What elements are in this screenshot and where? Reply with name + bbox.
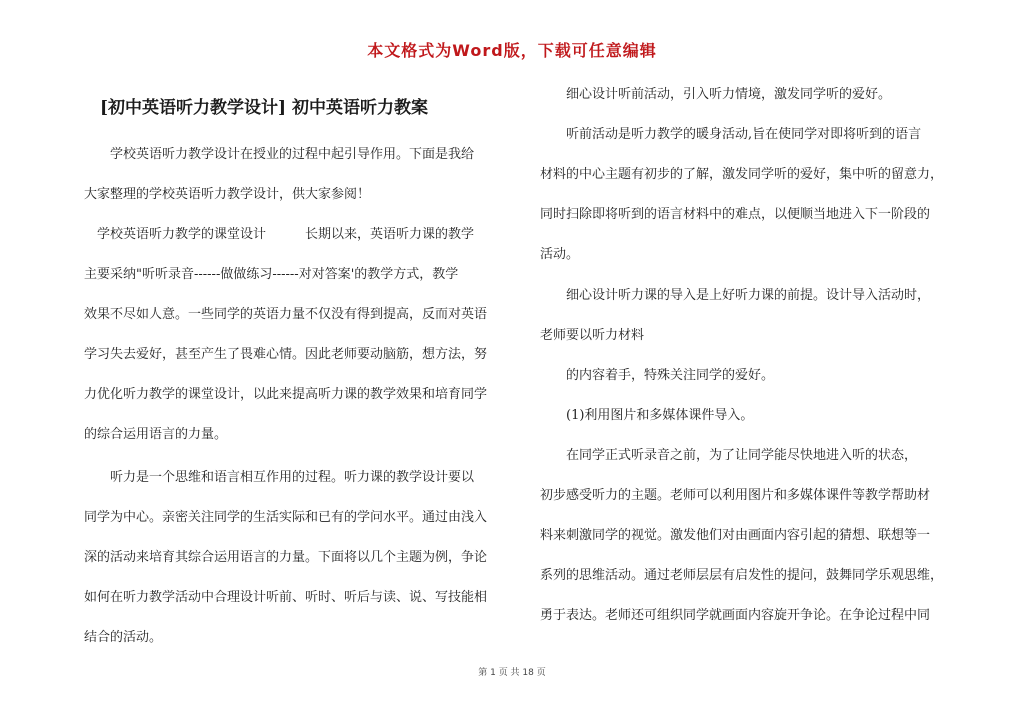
text-line: 深的活动来培育其综合运用语言的力量。下面将以几个主题为例，争论 [84, 550, 488, 565]
text-line: 系列的思维活动。通过老师层层有启发性的提问，鼓舞同学乐观思维， [540, 568, 944, 583]
text-line: 同时扫除即将听到的语言材料中的难点，以便顺当地进入下一阶段的 [540, 207, 931, 222]
left-paragraph-1 [84, 135, 474, 215]
text-line: 学校英语听力教学的课堂设计 长期以来，英语听力课的教学 [84, 227, 475, 242]
left-paragraph-2 [84, 215, 487, 455]
text-line: 结合的活动。 [84, 630, 163, 645]
left-paragraph-3 [84, 458, 487, 658]
right-paragraph-2 [540, 115, 943, 275]
text-line: 初步感受听力的主题。老师可以利用图片和多媒体课件等教学帮助材 [540, 488, 931, 503]
text-line: 的综合运用语言的力量。 [84, 427, 228, 442]
text-line: 听力是一个思维和语言相互作用的过程。听力课的教学设计要以 [84, 470, 475, 485]
text-line: 料来刺激同学的视觉。激发他们对由画面内容引起的猜想、联想等一 [540, 528, 931, 543]
text-line: 如何在听力教学活动中合理设计听前、听时、听后与读、说、写技能相 [84, 590, 488, 605]
word-format-banner: 本文格式为Word版，下载可任意编辑 [367, 41, 657, 60]
text-line: 大家整理的学校英语听力教学设计，供大家参阅！ [84, 187, 371, 202]
text-line: 学校英语听力教学设计在授业的过程中起引导作用。下面是我给 [84, 147, 475, 162]
text-line: 的内容着手，特殊关注同学的爱好。 [540, 368, 775, 383]
right-paragraph-3 [540, 276, 930, 356]
text-line: 细心设计听前活动，引入听力情境，激发同学听的爱好。 [540, 87, 892, 102]
text-line: 主要采纳"听听录音------做做练习------对对答案'的教学方式，教学 [84, 267, 459, 282]
text-line: 勇于表达。老师还可组织同学就画面内容旋开争论。在争论过程中同 [540, 608, 931, 623]
text-line: 力优化听力教学的课堂设计，以此来提高听力课的教学效果和培育同学 [84, 387, 488, 402]
text-line: 活动。 [540, 247, 580, 262]
text-line: 同学为中心。亲密关注同学的生活实际和已有的学问水平。通过由浅入 [84, 510, 488, 525]
page-number-footer: 第 1 页 共 18 页 [478, 668, 546, 678]
right-paragraph-6 [540, 436, 943, 636]
text-line: 效果不尽如人意。一些同学的英语力量不仅没有得到提高，反而对英语 [84, 307, 488, 322]
text-line: (1)利用图片和多媒体课件导入。 [540, 408, 754, 423]
document-title: [初中英语听力教学设计] 初中英语听力教案 [100, 98, 429, 118]
text-line: 在同学正式听录音之前，为了让同学能尽快地进入听的状态， [540, 448, 918, 463]
right-paragraph-4 [540, 356, 774, 396]
text-line: 老师要以听力材料 [540, 328, 645, 343]
right-paragraph-5 [540, 396, 753, 436]
text-line: 学习失去爱好，甚至产生了畏难心情。因此老师要动脑筋，想方法，努 [84, 347, 488, 362]
right-paragraph-1 [540, 75, 891, 115]
text-line: 听前活动是听力教学的暖身活动,旨在使同学对即将听到的语言 [540, 127, 922, 142]
text-line: 细心设计听力课的导入是上好听力课的前提。设计导入活动时， [540, 288, 931, 303]
text-line: 材料的中心主题有初步的了解，激发同学听的爱好，集中听的留意力， [540, 167, 944, 182]
